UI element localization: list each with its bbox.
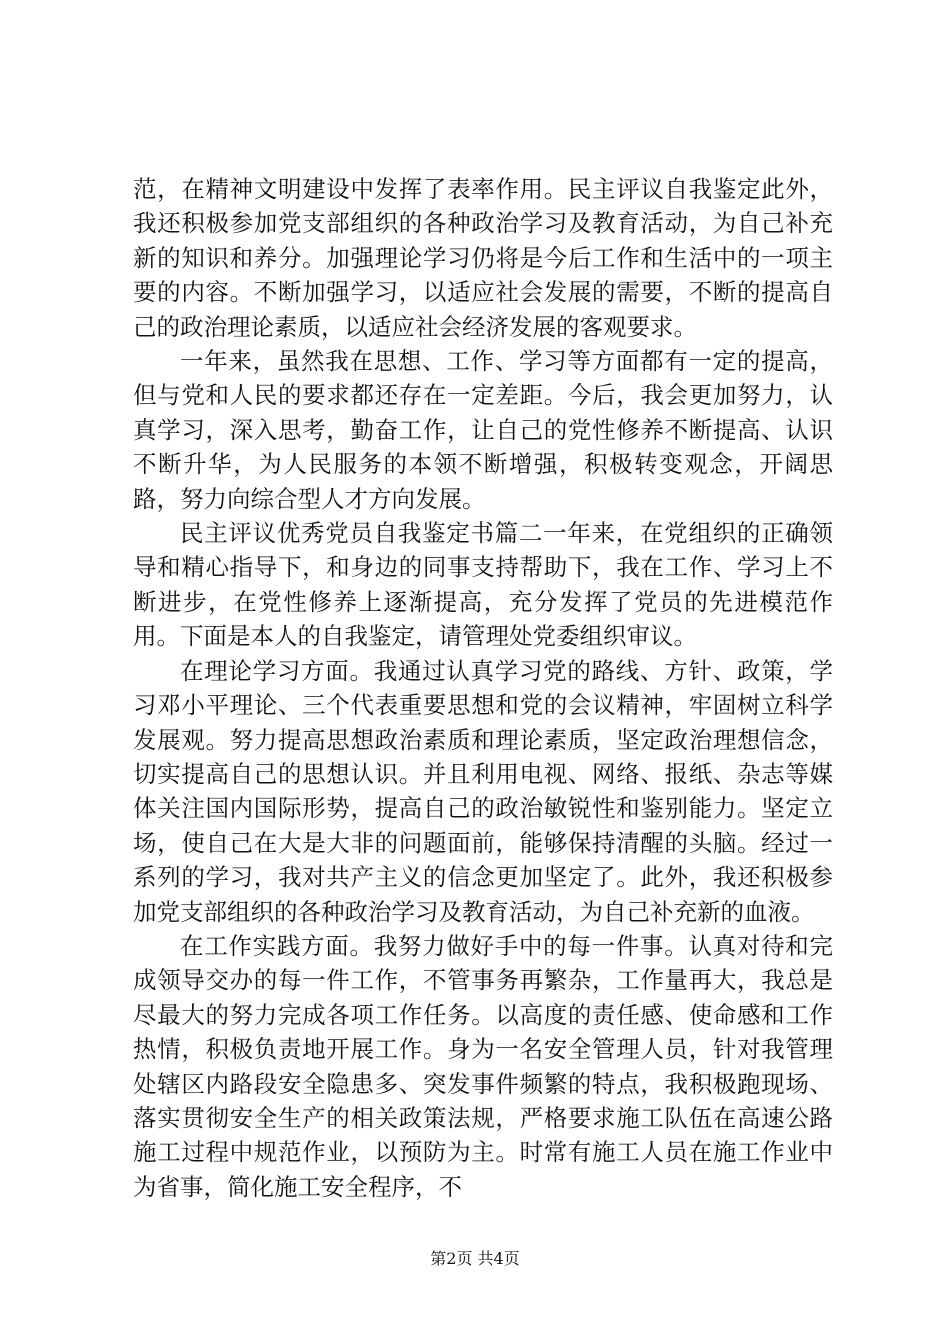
paragraph: 一年来，虽然我在思想、工作、学习等方面都有一定的提高，但与党和人民的要求都还存在一定差距。今后，我会更加努力，认真学习，深入思考，勤奋工作，让自己的党性修养不断提高、认识不断升华，为人民服务的本领不断增强，积极转变观念，开阔思路，努力向综合型人才方向发展。 <box>133 347 833 513</box>
paragraph: 民主评议优秀党员自我鉴定书篇二一年来，在党组织的正确领导和精心指导下，和身边的同事支持帮助下，我在工作、学习上不断进步，在党性修养上逐渐提高，充分发挥了党员的先进模范作用。下面是本人的自我鉴定，请管理处党委组织审议。 <box>133 519 833 651</box>
paragraph-continuation: 范，在精神文明建设中发挥了表率作用。民主评议自我鉴定此外，我还积极参加党支部组织的各种政治学习及教育活动，为自己补充新的知识和养分。加强理论学习仍将是今后工作和生活中的一项主要的内容。不断加强学习，以适应社会发展的需要，不断的提高自己的政治理论素质，以适应社会经济发展的客观要求。 <box>133 175 833 341</box>
page-number-footer: 第2页 共4页 <box>430 1249 520 1268</box>
document-body <box>133 172 833 1204</box>
paragraph: 在工作实践方面。我努力做好手中的每一件事。认真对待和完成领导交办的每一件工作，不管事务再繁杂，工作量再大，我总是尽最大的努力完成各项工作任务。以高度的责任感、使命感和工作热情，积极负责地开展工作。身为一名安全管理人员，针对我管理处辖区内路段安全隐患多、突发事件频繁的特点，我积极跑现场、落实贯彻安全生产的相关政策法规，严格要求施工队伍在高速公路施工过程中规范作业，以预防为主。时常有施工人员在施工作业中为省事，简化施工安全程序，不 <box>133 931 833 1201</box>
paragraph: 在理论学习方面。我通过认真学习党的路线、方针、政策，学习邓小平理论、三个代表重要思想和党的会议精神，牢固树立科学发展观。努力提高思想政治素质和理论素质，坚定政治理想信念，切实提高自己的思想认识。并且利用电视、网络、报纸、杂志等媒体关注国内国际形势，提高自己的政治敏锐性和鉴别能力。坚定立场，使自己在大是大非的问题面前，能够保持清醒的头脑。经过一系列的学习，我对共产主义的信念更加坚定了。此外，我还积极参加党支部组织的各种政治学习及教育活动，为自己补充新的血液。 <box>133 656 833 926</box>
